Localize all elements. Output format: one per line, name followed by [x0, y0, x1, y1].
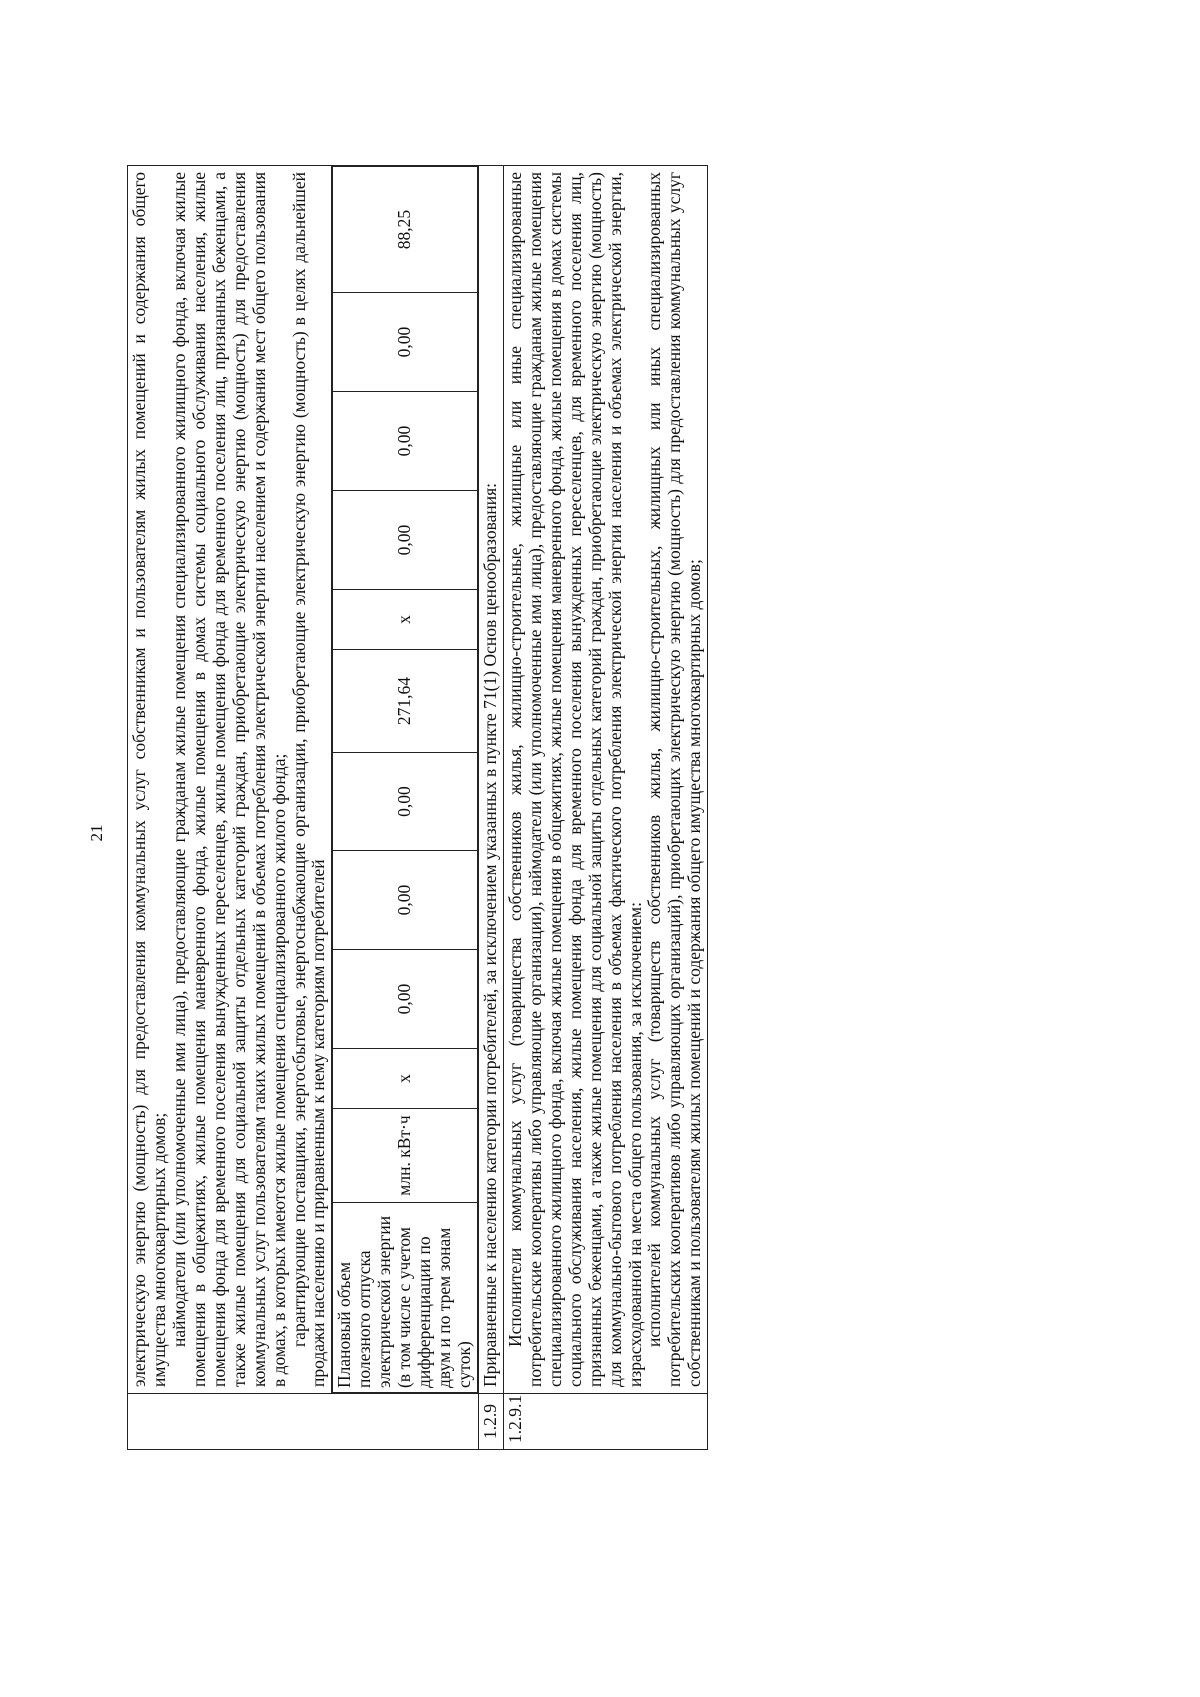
row-1-2-9-1-paragraph-1: Исполнители коммунальных услуг (товарищества собственников жилья, жилищно-строительные, жилищные или иные специализированные потребительские кооперативы либо управляющие организации), наймодатели (или уполномоченные ими лица), предоставляющие гражданам жилые помещения специализированного жилищного фонда, включая жилые помещения в общежитиях, жилые помещения маневренного фонда, жилые помещения в домах системы социального обслуживания населения, жилые помещения фонда для временного поселения вынужденных переселенцев, для временного поселения лиц, признанных беженцами, а также жилые помещения для социальной защиты отдельных категорий граждан, приобретающие электрическую энергию (мощность) для коммунально-бытового потребления населения в объемах фактического потребления электрической энергии населения и объемах электрической энергии, израсходованной на места общего пользования, за исключением:: [504, 172, 645, 1387]
volume-value-5: 271,64: [333, 650, 478, 753]
row-1-2-9-1-text: [503, 166, 707, 1394]
intro-paragraph-1: электрическую энергию (мощность) для предоставления коммунальных услуг собственникам и пользователям жилых помещений и содержания общего имущества многоквартирных домов;: [129, 172, 169, 1387]
volume-value-2: 0,00: [333, 950, 478, 1049]
tariff-table: [127, 165, 708, 1450]
row-1-2-9: [478, 166, 503, 1450]
volume-unit: млн. кВт·ч: [333, 1109, 478, 1203]
page-number: 21: [87, 824, 106, 842]
volume-value-4: 0,00: [333, 753, 478, 851]
intro-number-cell: [128, 1394, 479, 1450]
row-1-2-9-1-number: 1.2.9.1: [503, 1394, 707, 1450]
rotated-sheet: [127, 165, 1057, 1450]
row-1-2-9-text: Приравненные к населению категории потребителей, за исключением указанных в пункте 71(1) Основ ценообразования:: [478, 166, 503, 1394]
volume-value-7: 0,00: [333, 491, 478, 590]
row-1-2-9-1-paragraph-2: исполнителей коммунальных услуг (товариществ собственников жилья, жилищно-строительных, жилищных или иных специализированных потребительских кооперативов либо управляющих организаций), приобретающих электрическую энергию (мощность) для предоставления коммунальных услуг собственникам и пользователям жилых помещений и содержания общего имущества многоквартирных домов;: [644, 172, 705, 1387]
volume-cell: [332, 166, 479, 1394]
volume-value-1: х: [333, 1049, 478, 1109]
intro-text-cell: [128, 166, 332, 1394]
volume-value-8: 0,00: [333, 392, 478, 491]
intro-paragraph-2: наймодатели (или уполномоченные ими лица), предоставляющие гражданам жилые помещения специализированного жилищного фонда, включая жилые помещения в общежитиях, жилые помещения маневренного фонда, жилые помещения в домах системы социального обслуживания населения, жилые помещения фонда для временного поселения вынужденных переселенцев, жилые помещения фонда для временного поселения лиц, признанных беженцами, а также жилые помещения для социальной защиты отдельных категорий граждан, приобретающие электрическую энергию (мощность) для предоставления коммунальных услуг пользователям таких жилых помещений в объемах потребления электрической энергии населением и содержания мест общего пользования в домах, в которых имеются жилые помещения специализированного жилого фонда;: [168, 172, 289, 1387]
volume-value-10: 88,25: [333, 167, 478, 293]
volume-value-9: 0,00: [333, 293, 478, 392]
volume-row: [332, 166, 479, 1450]
volume-inner-table: [332, 166, 478, 1393]
intro-paragraph-3: гарантирующие поставщики, энергосбытовые, энергоснабжающие организации, приобретающие электрическую энергию (мощность) в целях дальнейшей продажи населению и приравненным к нему категориям потребителей: [288, 172, 329, 1387]
intro-row: [128, 166, 332, 1450]
volume-value-3: 0,00: [333, 851, 478, 950]
row-1-2-9-1: [503, 166, 707, 1450]
row-1-2-9-number: 1.2.9: [478, 1394, 503, 1450]
volume-value-6: х: [333, 590, 478, 650]
volume-label: Плановый объем полезного отпуска электрической энергии (в том числе с учетом дифференциации по двум и по трем зонам суток): [333, 1203, 478, 1393]
